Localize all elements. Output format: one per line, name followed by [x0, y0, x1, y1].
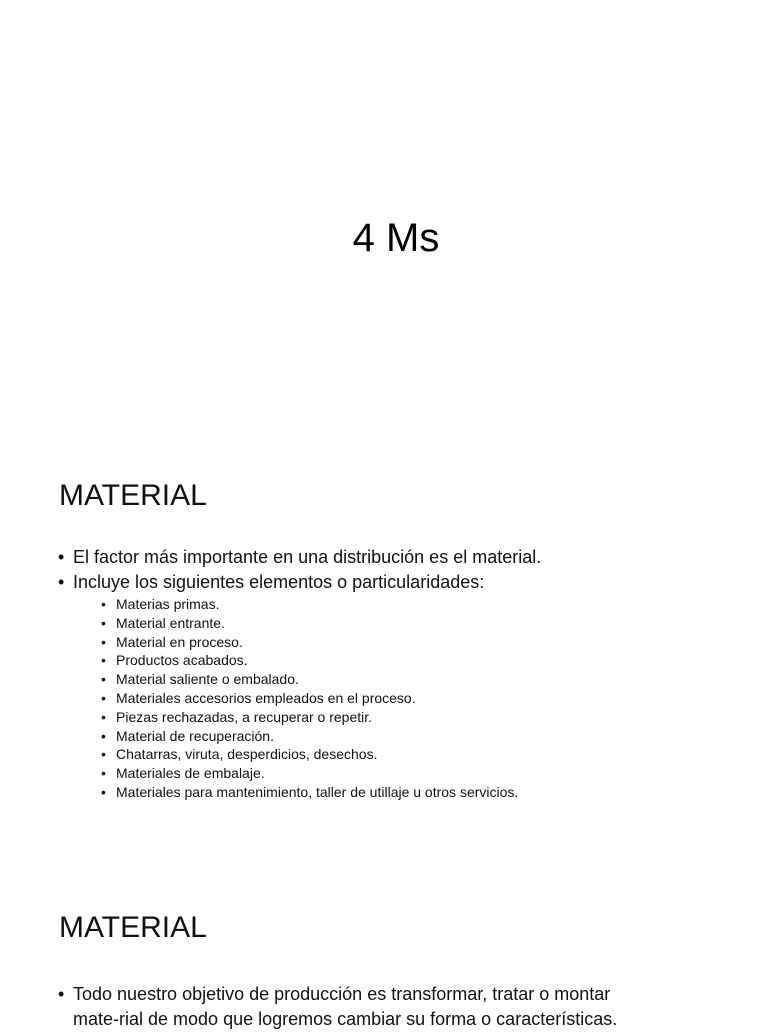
bullet-list: [58, 982, 617, 1032]
sub-bullet-item: • Materiales accesorios empleados en el proceso.: [101, 689, 541, 708]
sub-bullet-list: [73, 595, 541, 802]
sub-bullet-item: • Piezas rechazadas, a recuperar o repetir.: [101, 708, 541, 727]
bullet-item: [58, 982, 617, 1032]
sub-bullet-item: • Chatarras, viruta, desperdicios, desechos.: [101, 745, 541, 764]
slide-heading: MATERIAL: [59, 479, 207, 512]
material-slide-1: [0, 432, 768, 864]
sub-bullet-item: • Material saliente o embalado.: [101, 670, 541, 689]
bullet-item: • El factor más importante en una distribución es el material.: [58, 545, 541, 570]
sub-bullet-item: • Materias primas.: [101, 595, 541, 614]
title-slide: [0, 0, 768, 432]
slide-heading: MATERIAL: [59, 911, 207, 944]
sub-bullet-item: • Material en proceso.: [101, 633, 541, 652]
sub-bullet-item: • Productos acabados.: [101, 651, 541, 670]
slide-title: 4 Ms: [352, 216, 440, 260]
bullet-text: Incluye los siguientes elementos o particularidades:: [73, 572, 485, 592]
bullet-line: mate-rial de modo que logremos cambiar su forma o características.: [73, 1009, 618, 1029]
sub-bullet-item: • Material de recuperación.: [101, 727, 541, 746]
sub-bullet-item: • Materiales de embalaje.: [101, 764, 541, 783]
bullet-line: • Todo nuestro objetivo de producción es transformar, tratar o montar: [73, 984, 611, 1004]
material-slide-2: [0, 864, 768, 1029]
bullet-list: [58, 545, 541, 802]
bullet-item-with-sublist: [58, 570, 541, 802]
sub-bullet-item: • Material entrante.: [101, 614, 541, 633]
sub-bullet-item: • Materiales para mantenimiento, taller de utillaje u otros servicios.: [101, 783, 541, 802]
